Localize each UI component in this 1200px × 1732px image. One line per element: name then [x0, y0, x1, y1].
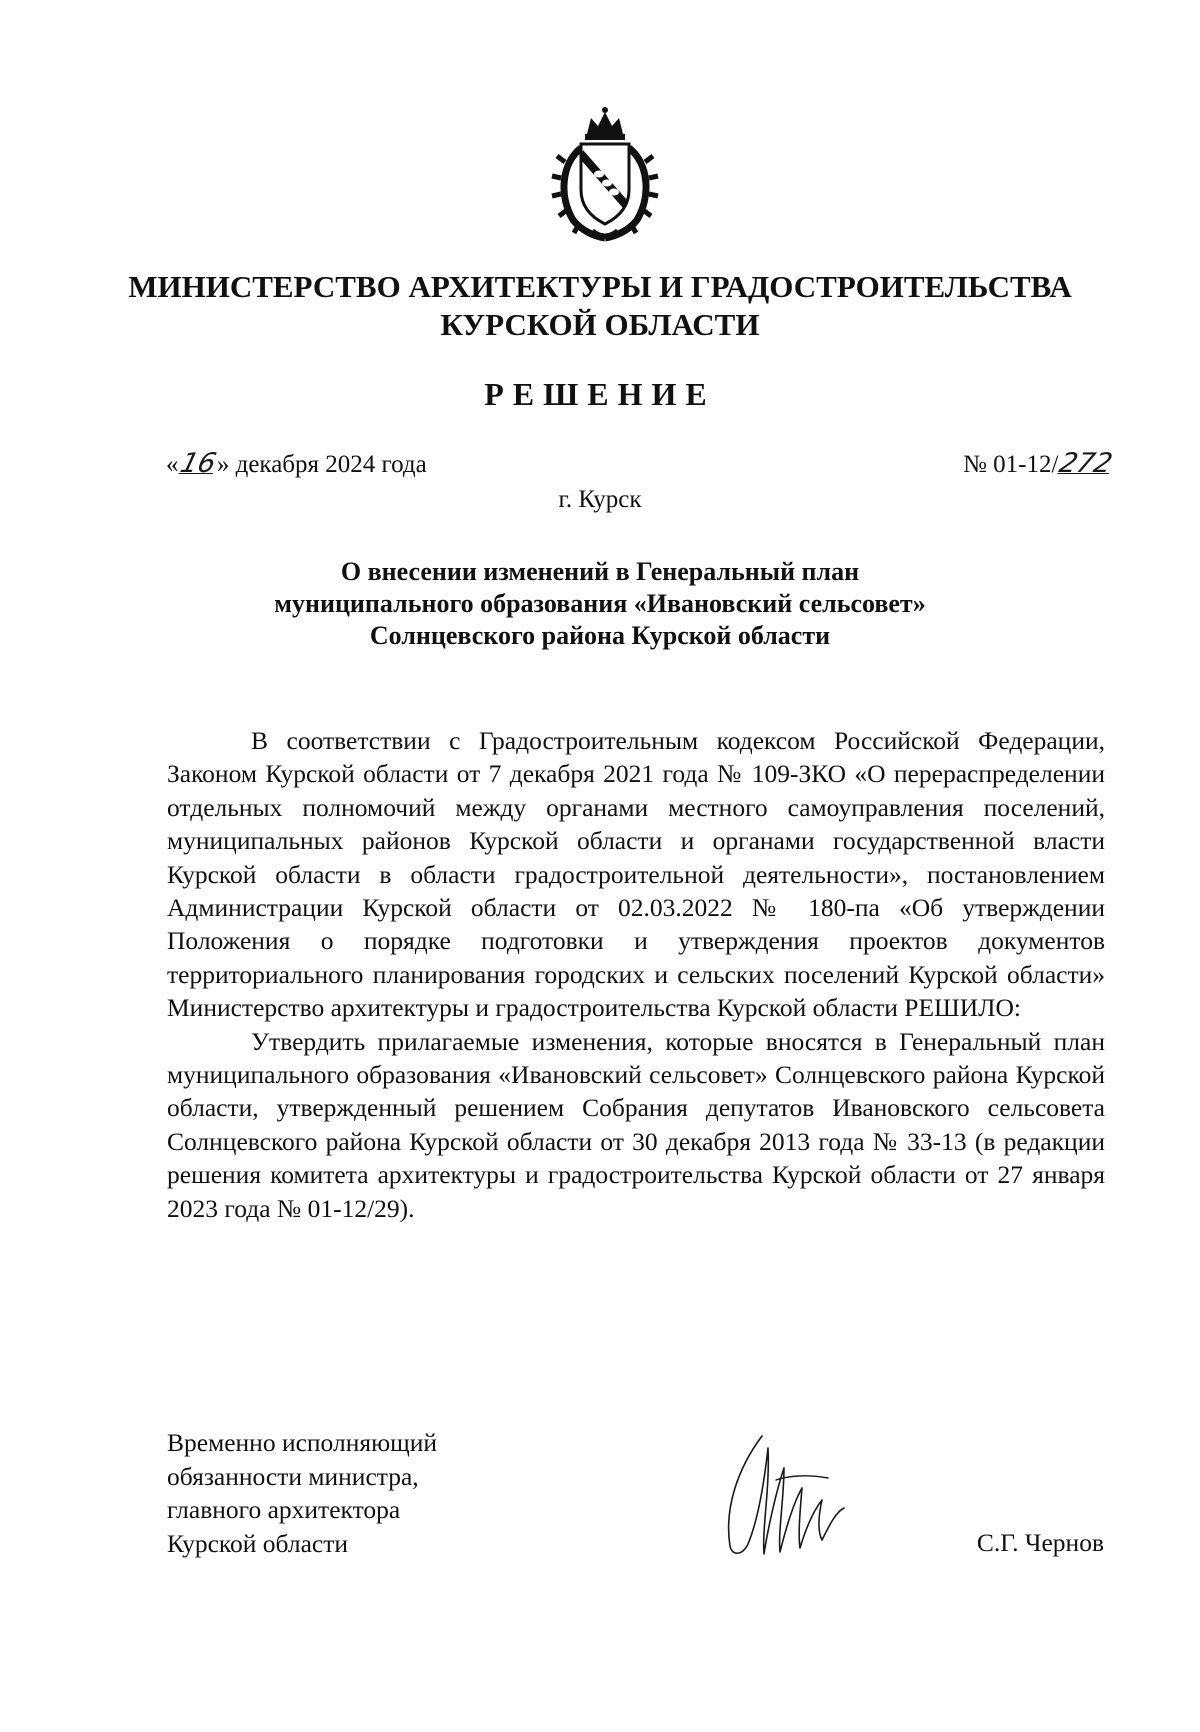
- number-prefix: № 01-12/: [963, 451, 1059, 478]
- signatory-name: С.Г. Чернов: [976, 1528, 1104, 1557]
- ministry-name-line2: КУРСКОЙ ОБЛАСТИ: [440, 307, 760, 342]
- body-paragraph-decision: Утвердить прилагаемые изменения, которые вносятся в Генеральный план муниципального образования «Ивановский сельсовет» Солнцевского района Курской области, утвержденный решением Собрания депутатов Ивановского сельсовета Солнцевского района Курской области от 30 декабря 2013 года № 33-13 (в редакции решения комитета архитектуры и градостроительства Курской области от 27 января 2023 года № 01-12/29).: [167, 1026, 1105, 1223]
- signatory-title-line1: Временно исполняющий: [167, 1428, 438, 1457]
- document-number: [963, 448, 1114, 479]
- handwritten-signature: [718, 1428, 848, 1562]
- document-city: г. Курск: [558, 486, 642, 513]
- signatory-title-line3: главного архитектора: [167, 1495, 401, 1524]
- date-open-quote: «: [166, 451, 179, 478]
- document-type-heading: РЕШЕНИЕ: [484, 376, 716, 412]
- signatory-title: [167, 1426, 437, 1560]
- date-rest: » декабря 2024 года: [216, 451, 427, 478]
- subject-line3: Солнцевского района Курской области: [369, 621, 831, 650]
- ministry-name-line1: МИНИСТЕРСТВО АРХИТЕКТУРЫ И ГРАДОСТРОИТЕЛЬСТВА: [128, 269, 1072, 304]
- ministry-name: [100, 268, 1100, 344]
- document-subject: [120, 556, 1080, 652]
- subject-line1: О внесении изменений в Генеральный план: [340, 557, 860, 586]
- date-day-handwritten: 16: [176, 448, 219, 479]
- number-value-handwritten: 272: [1056, 448, 1116, 479]
- subject-line2: муниципального образования «Ивановский сельсовет»: [274, 589, 926, 618]
- document-date: [166, 448, 427, 479]
- signatory-title-line2: обязанности министра,: [167, 1461, 419, 1491]
- kursk-coat-of-arms-icon: [551, 104, 659, 242]
- document-body: [167, 724, 1105, 1225]
- body-paragraph-preamble: В соответствии с Градостроительным кодексом Российской Федерации, Законом Курской области от 7 декабря 2021 года № 109-ЗКО «О перераспределении отдельных полномочий между органами местного самоуправления поселений, муниципальных районов Курской области и органами государственной власти Курской области в области градостроительной деятельности», постановлением Администрации Курской области от 02.03.2022 № 180-па «Об утверждении Положения о порядке подготовки и утверждения проектов документов территориального планирования городских и сельских поселений Курской области» Министерство архитектуры и градостроительства Курской области РЕШИЛО:: [167, 726, 1105, 1023]
- signatory-title-line4: Курской области: [167, 1528, 349, 1558]
